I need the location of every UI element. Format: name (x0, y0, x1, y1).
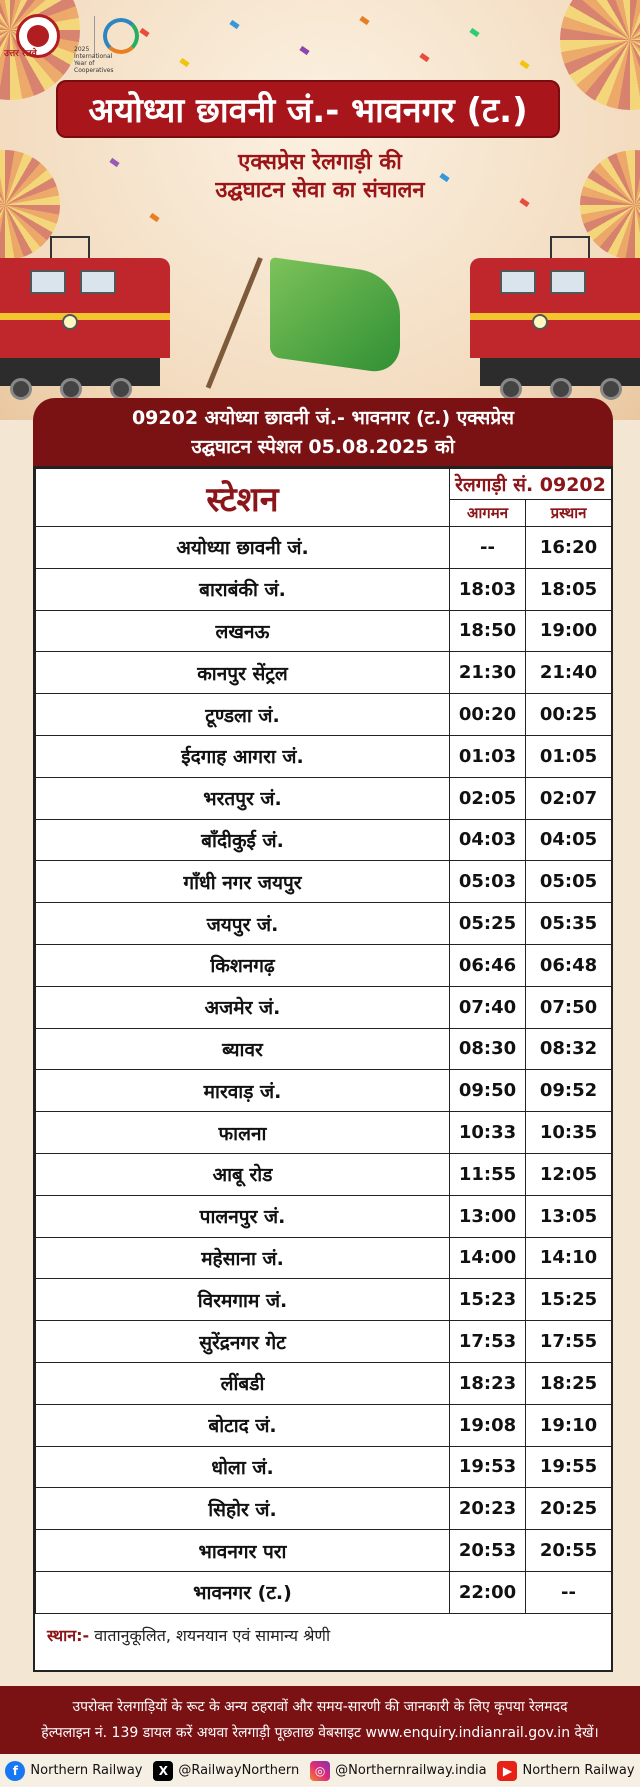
station-cell: आबू रोड (36, 1153, 450, 1195)
station-cell: विरमगाम जं. (36, 1279, 450, 1321)
departure-cell: 20:55 (526, 1530, 612, 1572)
departure-cell: 17:55 (526, 1321, 612, 1363)
arrival-cell: 15:23 (450, 1279, 526, 1321)
station-cell: धोला जं. (36, 1446, 450, 1488)
table-row (36, 1153, 612, 1195)
station-cell: भरतपुर जं. (36, 777, 450, 819)
departure-cell: 12:05 (526, 1153, 612, 1195)
footer-line1: उपरोक्त रेलगाड़ियों के रूट के अन्य ठहरावों और समय-सारणी की जानकारी के लिए कृपया रेलमदद (72, 1699, 568, 1715)
banner (0, 0, 640, 420)
arrival-cell: 14:00 (450, 1237, 526, 1279)
departure-column-header: प्रस्थान (526, 500, 612, 527)
station-cell: पालनपुर जं. (36, 1195, 450, 1237)
station-cell: लींबडी (36, 1362, 450, 1404)
departure-cell: 13:05 (526, 1195, 612, 1237)
table-row (36, 652, 612, 694)
arrival-cell: 18:23 (450, 1362, 526, 1404)
timetable (33, 466, 613, 1672)
arrival-cell: 11:55 (450, 1153, 526, 1195)
departure-cell: 16:20 (526, 527, 612, 569)
departure-cell: 18:05 (526, 568, 612, 610)
green-flag-icon (270, 257, 400, 375)
table-row (36, 1321, 612, 1363)
arrival-cell: 19:08 (450, 1404, 526, 1446)
table-row (36, 1195, 612, 1237)
locomotive-illustration (470, 248, 640, 398)
departure-cell: 18:25 (526, 1362, 612, 1404)
footer-line2: हेल्पलाइन नं. 139 डायल करें अथवा रेलगाड़ी पूछताछ वेबसाइट www.enquiry.indianrail.gov.in देखें। (41, 1725, 599, 1741)
station-cell: मारवाड़ जं. (36, 1070, 450, 1112)
facebook-link[interactable] (5, 1761, 142, 1781)
table-row (36, 1571, 612, 1613)
station-cell: किशनगढ़ (36, 944, 450, 986)
schedule-header-line1: 09202 अयोध्या छावनी जं.- भावनगर (ट.) एक्सप्रेस (131, 407, 515, 429)
train-number-header: रेलगाड़ी सं. 09202 (450, 469, 612, 500)
confetti (139, 28, 149, 37)
departure-cell: 07:50 (526, 986, 612, 1028)
note-text: वातानुकूलित, शयनयान एवं सामान्य श्रेणी (89, 1626, 331, 1645)
timetable-grid (35, 468, 612, 1614)
helpline-footer (0, 1686, 640, 1754)
station-column-header: स्टेशन (36, 469, 450, 527)
table-row (36, 1404, 612, 1446)
arrival-cell: 20:23 (450, 1488, 526, 1530)
departure-cell: 08:32 (526, 1028, 612, 1070)
arrival-cell: 18:03 (450, 568, 526, 610)
confetti (149, 213, 159, 222)
locomotive-illustration (0, 248, 170, 398)
youtube-link[interactable] (497, 1761, 634, 1781)
instagram-handle: @Northernrailway.india (335, 1763, 487, 1778)
station-cell: लखनऊ (36, 610, 450, 652)
arrival-cell: 20:53 (450, 1530, 526, 1572)
table-row (36, 944, 612, 986)
station-cell: भावनगर परा (36, 1530, 450, 1572)
station-cell: ब्यावर (36, 1028, 450, 1070)
departure-cell: 02:07 (526, 777, 612, 819)
departure-cell: 05:05 (526, 861, 612, 903)
x-icon: X (153, 1761, 173, 1781)
station-cell: अयोध्या छावनी जं. (36, 527, 450, 569)
arrival-cell: 02:05 (450, 777, 526, 819)
table-row (36, 568, 612, 610)
facebook-icon: f (5, 1761, 25, 1781)
table-row (36, 1446, 612, 1488)
subtitle-line2: उद्घघाटन सेवा का संचालन (215, 178, 425, 203)
table-row (36, 819, 612, 861)
table-row (36, 694, 612, 736)
departure-cell: 09:52 (526, 1070, 612, 1112)
table-row (36, 986, 612, 1028)
departure-cell: 10:35 (526, 1112, 612, 1154)
table-row (36, 1530, 612, 1572)
arrival-cell: 01:03 (450, 735, 526, 777)
confetti (229, 20, 239, 29)
table-row (36, 777, 612, 819)
table-row (36, 1362, 612, 1404)
coach-class-note (47, 1624, 330, 1646)
departure-cell: 00:25 (526, 694, 612, 736)
arrival-cell: 22:00 (450, 1571, 526, 1613)
confetti (299, 46, 309, 55)
departure-cell: 14:10 (526, 1237, 612, 1279)
subtitle-line1: एक्सप्रेस रेलगाड़ी की (238, 150, 402, 175)
table-row (36, 1112, 612, 1154)
station-cell: फालना (36, 1112, 450, 1154)
table-row (36, 1028, 612, 1070)
note-label: स्थान:- (47, 1626, 90, 1645)
arrival-cell: 13:00 (450, 1195, 526, 1237)
station-cell: सुरेंद्रनगर गेट (36, 1321, 450, 1363)
table-row (36, 861, 612, 903)
arrival-cell: 18:50 (450, 610, 526, 652)
departure-cell: 01:05 (526, 735, 612, 777)
departure-cell: 15:25 (526, 1279, 612, 1321)
departure-cell: 20:25 (526, 1488, 612, 1530)
arrival-cell: 19:53 (450, 1446, 526, 1488)
station-cell: भावनगर (ट.) (36, 1571, 450, 1613)
arrival-cell: 07:40 (450, 986, 526, 1028)
station-cell: टूण्डला जं. (36, 694, 450, 736)
station-cell: बाँदीकुई जं. (36, 819, 450, 861)
departure-cell: -- (526, 1571, 612, 1613)
mandala-decoration (560, 0, 640, 110)
page-title: अयोध्या छावनी जं.- भावनगर (ट.) (56, 80, 560, 138)
table-row (36, 735, 612, 777)
schedule-header-line2: उद्घघाटन स्पेशल 05.08.2025 को (191, 436, 455, 458)
departure-cell: 19:10 (526, 1404, 612, 1446)
arrival-column-header: आगमन (450, 500, 526, 527)
confetti (419, 53, 429, 62)
schedule-header (33, 398, 613, 466)
departure-cell: 21:40 (526, 652, 612, 694)
arrival-cell: 10:33 (450, 1112, 526, 1154)
table-row (36, 1488, 612, 1530)
railway-logo-text: उत्तर रेलवे (4, 49, 37, 59)
arrival-cell: 08:30 (450, 1028, 526, 1070)
instagram-icon: ◎ (310, 1761, 330, 1781)
station-cell: कानपुर सेंट्रल (36, 652, 450, 694)
arrival-cell: 05:25 (450, 903, 526, 945)
table-row (36, 527, 612, 569)
arrival-cell: 17:53 (450, 1321, 526, 1363)
arrival-cell: 21:30 (450, 652, 526, 694)
station-cell: अजमेर जं. (36, 986, 450, 1028)
station-cell: बोटाद जं. (36, 1404, 450, 1446)
arrival-cell: 00:20 (450, 694, 526, 736)
facebook-handle: Northern Railway (30, 1763, 143, 1778)
station-cell: जयपुर जं. (36, 903, 450, 945)
station-cell: महेसाना जं. (36, 1237, 450, 1279)
arrival-cell: 09:50 (450, 1070, 526, 1112)
arrival-cell: 06:46 (450, 944, 526, 986)
departure-cell: 04:05 (526, 819, 612, 861)
departure-cell: 06:48 (526, 944, 612, 986)
social-bar (0, 1754, 640, 1787)
departure-cell: 19:55 (526, 1446, 612, 1488)
x-handle: @RailwayNorthern (178, 1763, 300, 1778)
departure-cell: 05:35 (526, 903, 612, 945)
confetti (469, 28, 479, 37)
station-cell: ईदगाह आगरा जं. (36, 735, 450, 777)
arrival-cell: -- (450, 527, 526, 569)
table-row (36, 1237, 612, 1279)
table-row (36, 1279, 612, 1321)
confetti (519, 60, 529, 69)
station-cell: सिहोर जं. (36, 1488, 450, 1530)
departure-cell: 19:00 (526, 610, 612, 652)
station-cell: गाँधी नगर जयपुर (36, 861, 450, 903)
confetti (179, 58, 189, 67)
x-link[interactable] (153, 1761, 299, 1781)
table-row (36, 1070, 612, 1112)
table-row (36, 903, 612, 945)
flag-pole (206, 257, 263, 389)
confetti (359, 16, 369, 25)
cooperatives-logo-text: 2025 International Year of Cooperatives (74, 46, 114, 74)
arrival-cell: 04:03 (450, 819, 526, 861)
table-row (36, 610, 612, 652)
station-cell: बाराबंकी जं. (36, 568, 450, 610)
youtube-icon: ▶ (497, 1761, 517, 1781)
instagram-link[interactable] (310, 1761, 487, 1781)
arrival-cell: 05:03 (450, 861, 526, 903)
youtube-handle: Northern Railway (522, 1763, 635, 1778)
